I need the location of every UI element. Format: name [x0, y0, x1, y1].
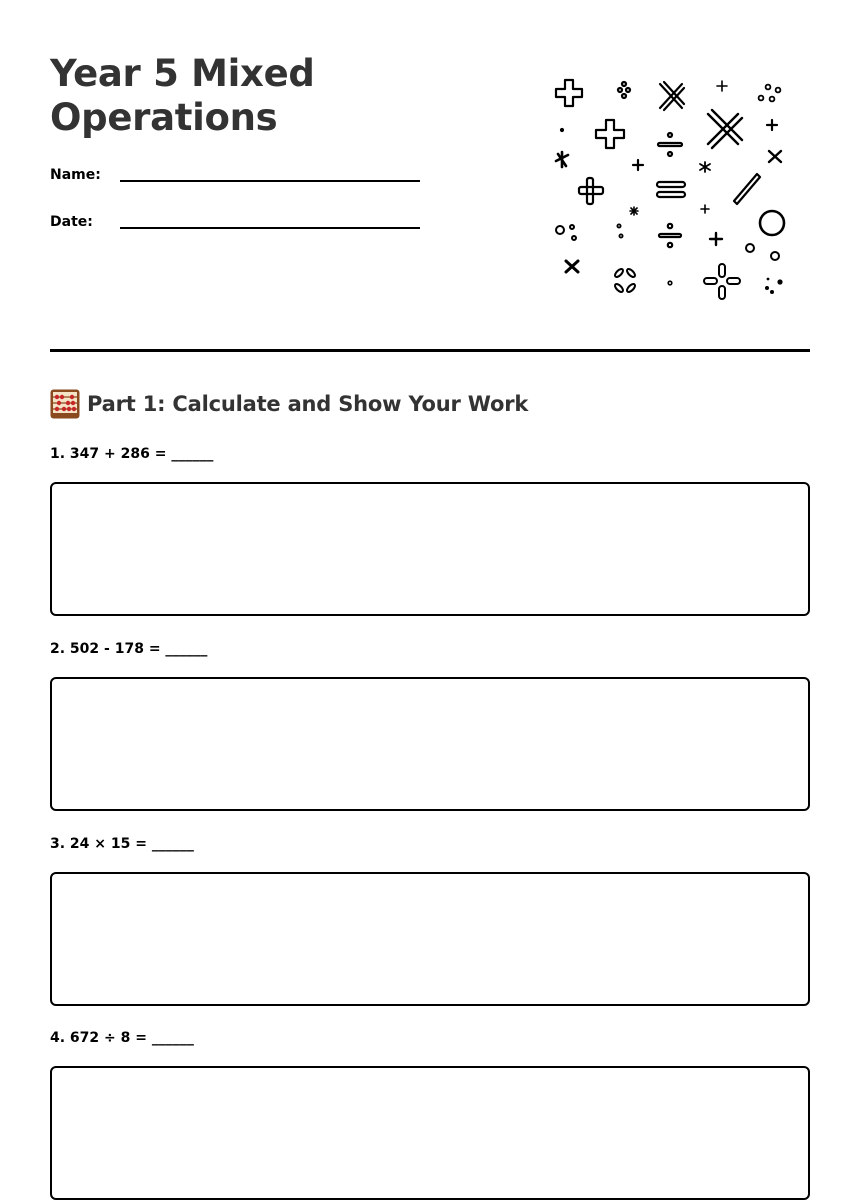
equals-icon [657, 182, 685, 197]
section-1-title: Part 1: Calculate and Show Your Work [87, 392, 529, 416]
plus-icon [633, 160, 643, 170]
question-4-text: 4. 672 ÷ 8 = ______ [50, 1030, 194, 1046]
circle-icon [760, 211, 784, 235]
asterisk-icon [700, 162, 710, 172]
sparkle-icon [630, 207, 638, 215]
question-4-work-box[interactable] [50, 1066, 810, 1200]
plus-icon [710, 233, 722, 245]
question-3-text: 3. 24 × 15 = ______ [50, 836, 194, 852]
dot-icon [561, 129, 563, 131]
circle-icon [746, 244, 754, 252]
dots-icon [765, 278, 783, 294]
dots-icon [618, 82, 630, 98]
question-1-text: 1. 347 + 286 = ______ [50, 446, 214, 462]
question-2-text: 2. 502 - 178 = ______ [50, 641, 208, 657]
slash-icon [734, 174, 760, 204]
question-2 [50, 640, 810, 658]
math-symbols-illustration [550, 68, 794, 304]
date-line[interactable] [120, 227, 420, 229]
title-line-2: Operations [50, 96, 278, 139]
question-3-work-box[interactable] [50, 872, 810, 1006]
date-label: Date: [50, 214, 93, 230]
question-1 [50, 445, 810, 463]
name-field[interactable] [50, 166, 420, 190]
name-label: Name: [50, 167, 101, 183]
hollow-times-icon [660, 82, 684, 110]
question-2-work-box[interactable] [50, 677, 810, 811]
worksheet-title [50, 52, 380, 140]
times-icon [769, 151, 781, 162]
circles-icon [759, 85, 781, 102]
question-1-work-box[interactable] [50, 482, 810, 616]
dot-icon [668, 281, 672, 285]
question-4 [50, 1029, 810, 1047]
divide-icon [658, 133, 682, 156]
times-icon [566, 261, 578, 272]
title-line-1: Year 5 Mixed [50, 52, 315, 95]
section-1-heading [50, 389, 528, 419]
hollow-plus-icon [579, 178, 603, 204]
plus-icon [767, 120, 777, 130]
name-line[interactable] [120, 180, 420, 182]
hollow-times-icon [708, 110, 742, 148]
circles-icon [556, 225, 576, 240]
asterisk-icon [556, 152, 568, 167]
header-divider [50, 349, 810, 352]
divide-icon [659, 224, 681, 247]
abacus-icon [50, 389, 80, 419]
sparkle-icon [717, 81, 727, 91]
date-field[interactable] [50, 213, 420, 237]
sparkle-icon [701, 205, 709, 213]
hollow-plus-icon [596, 120, 624, 148]
question-3 [50, 835, 810, 853]
hollow-times-icon [614, 268, 637, 294]
dots-icon [617, 224, 622, 237]
hollow-plus-icon [704, 264, 740, 299]
circle-icon [771, 252, 779, 260]
hollow-plus-icon [556, 80, 582, 106]
